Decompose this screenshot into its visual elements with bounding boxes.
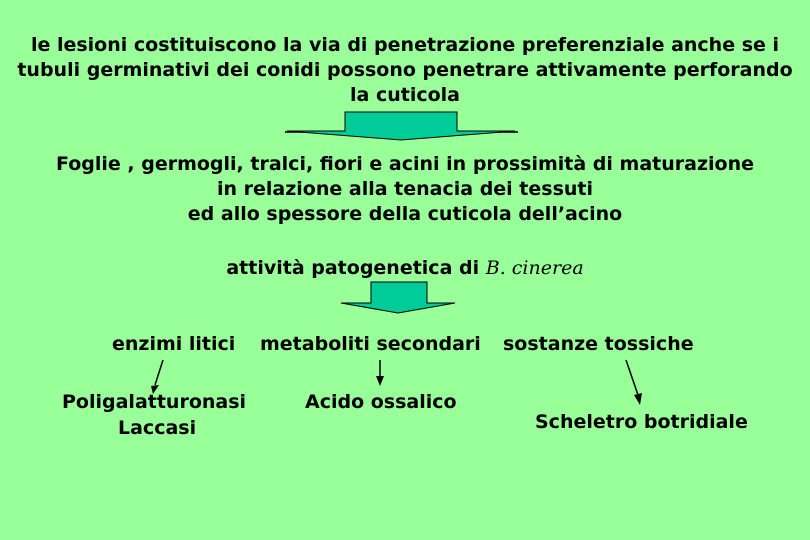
down-arrow-1 xyxy=(285,112,518,140)
arrow-to-enzymes xyxy=(151,360,163,394)
organs-line-2: in relazione alla tenacia dei tessuti xyxy=(216,178,594,200)
product-polygalacturonase: Poligalatturonasi xyxy=(62,391,247,413)
intro-line-2: tubuli germinativi dei conidi possono penetrare attivamente perforando xyxy=(17,59,793,81)
intro-line-3: la cuticola xyxy=(350,84,460,106)
arrow-to-toxin xyxy=(626,360,642,405)
product-botrydial: Scheletro botridiale xyxy=(535,411,748,433)
activity-heading xyxy=(0,256,810,281)
species-name: B. cinerea xyxy=(485,257,584,279)
product-oxalic-acid: Acido ossalico xyxy=(305,391,457,413)
organs-line-3: ed allo spessore della cuticola dell’acino xyxy=(187,203,623,225)
arrow-to-metabolite xyxy=(376,360,384,386)
product-laccase: Laccasi xyxy=(118,417,197,439)
organs-line-1: Foglie , germogli, tralci, fiori e acini in prossimità di maturazione xyxy=(56,153,754,175)
intro-line-1: le lesioni costituiscono la via di penetrazione preferenziale anche se i xyxy=(30,34,780,56)
category-metabolites: metaboliti secondari xyxy=(260,333,481,355)
activity-prefix: attività patogenetica di xyxy=(226,257,486,279)
organs-text xyxy=(0,152,810,227)
down-arrow-2 xyxy=(341,282,455,313)
category-toxins: sostanze tossiche xyxy=(503,333,694,355)
category-enzymes: enzimi litici xyxy=(112,333,236,355)
